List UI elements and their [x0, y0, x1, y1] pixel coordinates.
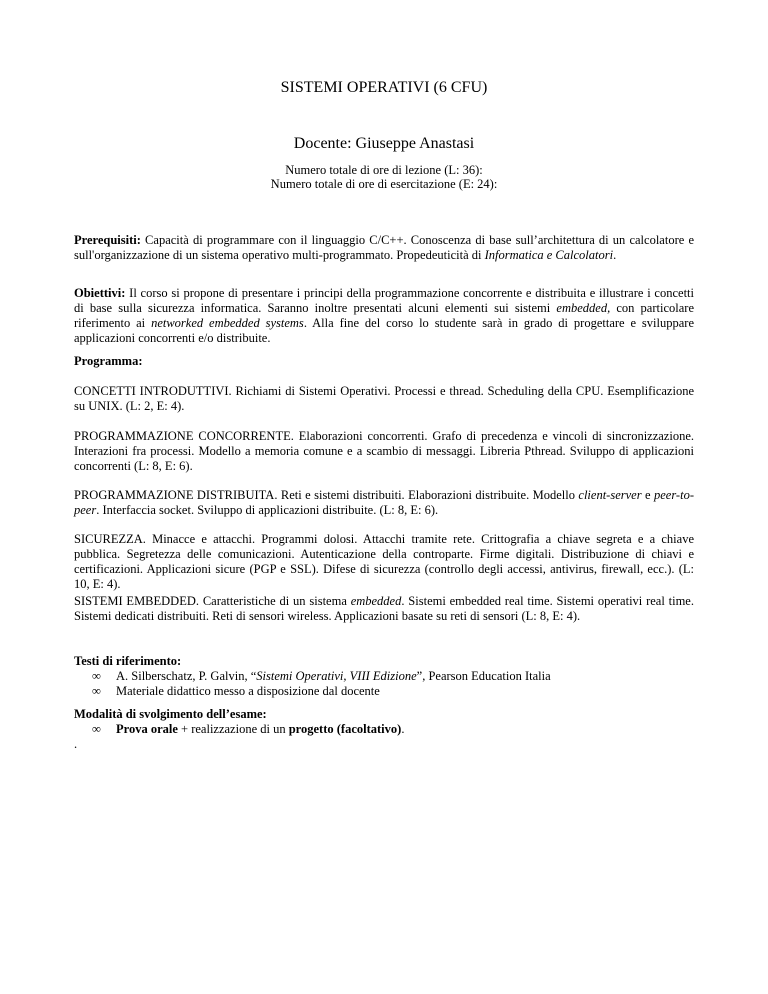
list-item: ∞ Materiale didattico messo a disposizione dal docente	[92, 684, 380, 698]
references-list	[74, 669, 694, 699]
lecture-hours: Numero totale di ore di lezione (L: 36):	[285, 163, 483, 177]
exercise-hours: Numero totale di ore di esercitazione (E: 24):	[270, 177, 498, 191]
list-item: ∞ Prova orale + realizzazione di un progetto (facoltativo).	[92, 722, 405, 736]
prerequisites-course: Informatica e Calcolatori	[484, 248, 614, 262]
infinity-bullet-icon: ∞	[92, 669, 101, 683]
program-distributed: PROGRAMMAZIONE DISTRIBUITA. Reti e sistemi distribuiti. Elaborazioni distribuite. Modello client-server e peer-to-peer. Interfaccia socket. Sviluppo di applicazioni distribuite. (L: 8, E: 6).	[74, 488, 694, 517]
references-label: Testi di riferimento:	[74, 654, 182, 668]
references-section	[74, 654, 694, 699]
prerequisites-section: Prerequisiti: Capacità di programmare con il linguaggio C/C++. Conoscenza di base sull’architettura di un calcolatore e sull'organizzazione di un sistema operativo multi-programmato. Propedeuticità di Informatica e Calcolatori.	[74, 233, 694, 262]
trailing-dot: .	[74, 737, 78, 751]
instructor-name: Docente: Giuseppe Anastasi	[293, 135, 475, 152]
exam-list	[74, 722, 694, 737]
infinity-bullet-icon: ∞	[92, 684, 101, 698]
hours-info	[0, 163, 768, 191]
program-concurrent: PROGRAMMAZIONE CONCORRENTE. Elaborazioni concorrenti. Grafo di precedenza e vincoli di sincronizzazione. Interazioni fra processi. Modello a memoria comune e a scambio di messaggi. Libreria Pthread. Sviluppo di applicazioni concorrenti (L: 8, E: 6).	[74, 429, 694, 473]
prerequisites-text: Capacità di programmare con il linguaggio C/C++. Conoscenza di base sull’architettura di un calcolatore e sull'organizzazione di un sistema operativo multi-programmato. Propedeuticità di	[74, 233, 694, 262]
program-embedded: SISTEMI EMBEDDED. Caratteristiche di un sistema embedded. Sistemi embedded real time. Sistemi operativi real time. Sistemi dedicati distribuiti. Reti di sensori wireless. Applicazioni basate su reti di sensori (L: 8, E: 4).	[74, 594, 694, 623]
program-section	[74, 354, 694, 369]
exam-label: Modalità di svolgimento dell’esame:	[74, 707, 267, 721]
program-intro: CONCETTI INTRODUTTIVI. Richiami di Sistemi Operativi. Processi e thread. Scheduling della CPU. Esemplificazione su UNIX. (L: 2, E: 4).	[74, 384, 694, 413]
program-label: Programma:	[74, 354, 143, 368]
objectives-label: Obiettivi:	[74, 286, 126, 300]
infinity-bullet-icon: ∞	[92, 722, 101, 736]
exam-section	[74, 707, 694, 752]
program-security: SICUREZZA. Minacce e attacchi. Programmi dolosi. Attacchi tramite rete. Crittografia a chiave segreta e a chiave pubblica. Segretezza delle comunicazioni. Autenticazione della controparte. Firme digitali. Distribuzione di chiavi e certificazioni. Applicazioni sicure (PGP e SSL). Difese di sicurezza (controllo degli accessi, antivirus, firewall, ecc.). (L: 10, E: 4).	[74, 532, 694, 591]
objectives-section: Obiettivi: Il corso si propone di presentare i principi della programmazione concorrente e distribuita e illustrare i concetti di base sulla sicurezza informatica. Saranno inoltre presentati alcuni elementi sui sistemi embedded, con particolare riferimento ai networked embedded systems. Alla fine del corso lo studente sarà in grado di progettare e sviluppare applicazioni concorrenti e/o distribuite.	[74, 286, 694, 345]
list-item: ∞ A. Silberschatz, P. Galvin, “Sistemi Operativi, VIII Edizione”, Pearson Education Italia	[92, 669, 551, 683]
course-title: SISTEMI OPERATIVI (6 CFU)	[280, 79, 488, 96]
prerequisites-label: Prerequisiti:	[74, 233, 141, 247]
